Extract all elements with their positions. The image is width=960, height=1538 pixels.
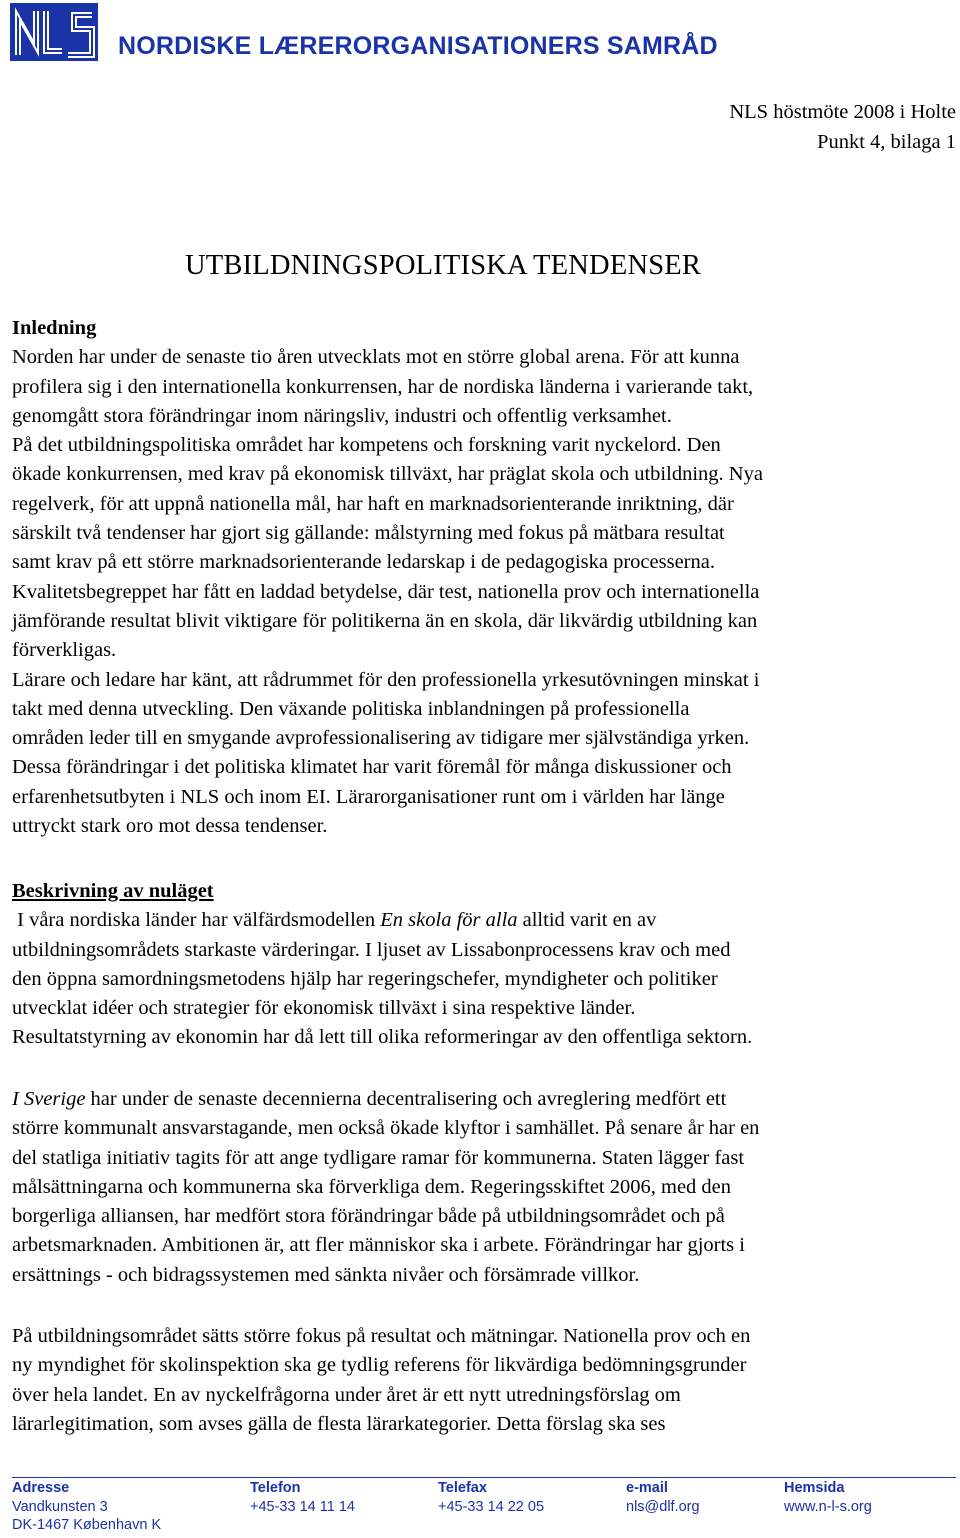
paragraph-line: utbildningsområdets starkaste värderingar. I ljuset av Lissabonprocessens krav och med — [12, 938, 731, 961]
paragraph-line: ersättnings - och bidragssystemen med sänkta nivåer och försämrade villkor. — [12, 1263, 640, 1286]
current-situation-section — [12, 877, 958, 1053]
paragraph-line: borgerliga alliansen, har medfört stora förändringar både på utbildningsområdet och på — [12, 1205, 725, 1228]
fax-label: Telefax — [438, 1480, 487, 1496]
paragraph-line: I Sverige har under de senaste decennierna decentralisering och avreglering medfört ett — [12, 1088, 727, 1110]
paragraph-line: uttryckt stark oro mot dessa tendenser. — [12, 815, 328, 838]
sweden-body — [12, 1114, 958, 1290]
nls-logo-icon — [10, 3, 98, 61]
fax-number: +45-33 14 22 05 — [438, 1498, 545, 1515]
paragraph-line: lärarlegitimation, som avses gälla de flesta lärarkategorier. Detta förslag ska ses — [12, 1412, 666, 1435]
paragraph-line: särskilt två tendenser har gjort sig gällande: målstyrning med fokus på mätbara resultat — [12, 522, 725, 545]
address-label: Adresse — [12, 1480, 70, 1496]
paragraph-line: över hela landet. En av nyckelfrågorna under året är ett nytt utredningsförslag om — [12, 1383, 681, 1406]
paragraph-line: I våra nordiska länder har välfärdsmodellen En skola för alla alltid varit en av — [12, 909, 657, 932]
paragraph-line: genomgått stora förändringar inom näringsliv, industri och offentlig verksamhet. — [12, 404, 672, 427]
current-situation-heading: Beskrivning av nuläget — [12, 880, 214, 902]
paragraph-line: Dessa förändringar i det politiska klimatet har varit föremål för många diskussioner och — [12, 756, 732, 779]
meeting-reference: NLS höstmöte 2008 i Holte — [729, 101, 956, 123]
education-section — [12, 1322, 958, 1439]
paragraph-line: Resultatstyrning av ekonomin har då lett till olika reformeringar av den offentliga sektorn. — [12, 1026, 753, 1049]
footer-address — [12, 1479, 161, 1535]
phone-number: +45-33 14 11 14 — [250, 1498, 355, 1515]
introduction-heading: Inledning — [12, 317, 97, 339]
paragraph-line: målsättningarna och kommunerna ska förverkliga dem. Regeringsskiftet 2006, med den — [12, 1175, 732, 1198]
email-label: e-mail — [626, 1480, 668, 1496]
footer-phone — [250, 1479, 355, 1516]
paragraph-line: ny myndighet för skolinspektion ska ge tydlig referens för likvärdiga bedömningsgrunder — [12, 1354, 747, 1377]
paragraph-line: På det utbildningspolitiska området har kompetens och forskning varit nyckelord. Den — [12, 434, 721, 457]
address-line-2: DK-1467 København K — [12, 1517, 162, 1533]
paragraph-line: del statliga initiativ tagits för att ange tydligare ramar för kommunerna. Staten lägger fast — [12, 1146, 745, 1169]
introduction-section — [12, 314, 958, 841]
paragraph-line: erfarenhetsutbyten i NLS och inom EI. Lärarorganisationer runt om i världen har länge — [12, 785, 725, 808]
paragraph-line: utvecklat idéer och strategier för ekonomisk tillväxt i sina respektive länder. — [12, 997, 636, 1020]
footer-website — [784, 1479, 872, 1516]
paragraph-line: På utbildningsområdet sätts större fokus på resultat och mätningar. Nationella prov och en — [12, 1325, 751, 1347]
address-line-1: Vandkunsten 3 — [12, 1498, 108, 1515]
paragraph-line: samt krav på ett större marknadsorienterande ledarskap i de pedagogiska processerna. — [12, 551, 715, 574]
paragraph-line: jämförande resultat blivit viktigare för politikerna än en skola, där likvärdig utbildning kan — [12, 609, 758, 632]
website-link[interactable]: www.n-l-s.org — [784, 1498, 872, 1515]
phone-label: Telefon — [250, 1480, 301, 1496]
paragraph-line: Norden har under de senaste tio åren utvecklats mot en större global arena. För att kunna — [12, 346, 740, 369]
paragraph-line: områden leder till en smygande avprofessionalisering av tidigare mer självständiga yrken. — [12, 727, 750, 750]
footer-divider — [12, 1477, 956, 1478]
current-situation-body — [12, 936, 958, 1053]
paragraph-line: arbetsmarknaden. Ambitionen är, att fler människor ska i arbete. Förändringar har gjorts i — [12, 1234, 745, 1257]
emphasis-text: I Sverige — [12, 1088, 86, 1110]
paragraph-line: regelverk, för att uppnå nationella mål, har haft en marknadsorienterande inriktning, där — [12, 492, 734, 515]
paragraph-line: den öppna samordningsmetodens hjälp har regeringschefer, myndigheter och politiker — [12, 967, 718, 990]
emphasis-text: En skola för alla — [380, 909, 518, 932]
introduction-body — [12, 343, 958, 841]
paragraph-line: profilera sig i den internationella konkurrensen, har de nordiska länderna i varierande takt, — [12, 375, 754, 398]
paragraph-line: ökade konkurrensen, med krav på ekonomisk tillväxt, har präglat skola och utbildning. Nya — [12, 463, 763, 486]
website-label: Hemsida — [784, 1480, 845, 1496]
sweden-section — [12, 1085, 958, 1290]
footer-email — [626, 1479, 700, 1516]
paragraph-line: takt med denna utveckling. Den växande politiska inblandningen på professionella — [12, 697, 690, 720]
email-link[interactable]: nls@dlf.org — [626, 1498, 700, 1515]
paragraph-line: större kommunalt ansvarstagande, men också ökade klyftor i samhället. På senare år har en — [12, 1117, 760, 1140]
paragraph-line: Lärare och ledare har känt, att rådrummet för den professionella yrkesutövningen minskat i — [12, 668, 760, 691]
paragraph-line: förverkligas. — [12, 639, 117, 662]
agenda-item: Punkt 4, bilaga 1 — [817, 131, 956, 153]
document-title: UTBILDNINGSPOLITISKA TENDENSER — [185, 250, 702, 281]
organization-name: NORDISKE LÆRERORGANISATIONERS SAMRÅD — [118, 32, 718, 60]
education-body — [12, 1322, 958, 1439]
footer-fax — [438, 1479, 544, 1516]
nls-logo — [10, 3, 98, 61]
paragraph-line: Kvalitetsbegreppet har fått en laddad betydelse, där test, nationella prov och internationella — [12, 580, 760, 603]
